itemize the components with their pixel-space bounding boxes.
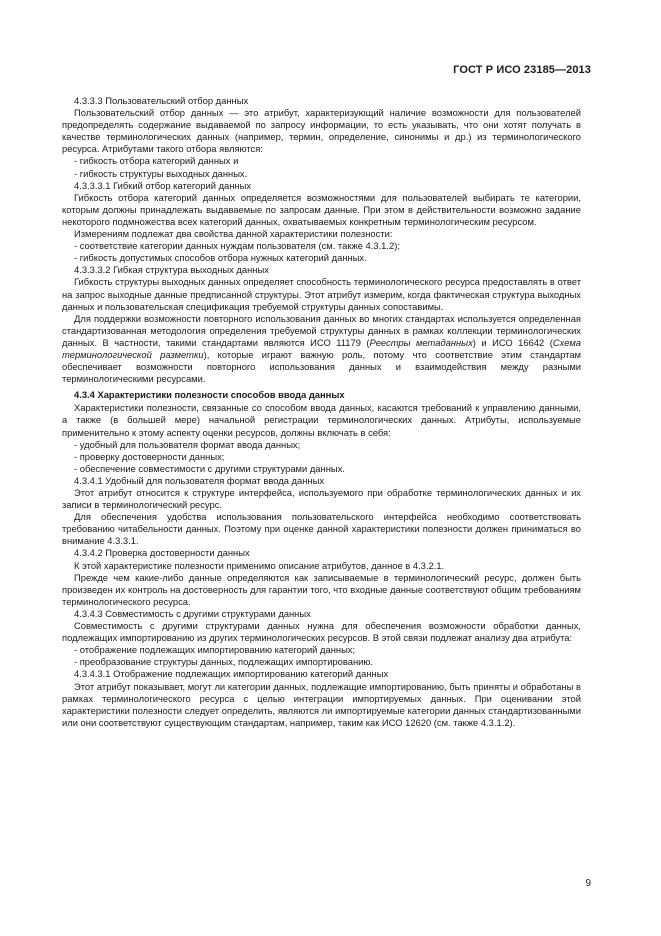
section-heading: 4.3.3.3.2 Гибкая структура выходных данных [74,264,269,276]
section-heading: 4.3.4.1 Удобный для пользователя формат ввода данных [74,474,325,486]
body-paragraph: Для обеспечения удобства использования пользовательского интерфейса необходимо соответствовать требованию читабельности данных. Поэтому при оценке данной характеристики полезности должен приниматься во внимание 4.3.3.1. [62,511,581,547]
body-paragraph: Пользовательский отбор данных — это атрибут, характеризующий наличие возможности для пользователей предопределять содержание выдаваемой по запросу информации, то есть указывать, что они хотят получать в качестве терминологических данных (например, термин, определение, синонимы и др.) из терминологического ресурса. Атрибутами такого отбора являются: [62,107,581,155]
text-run: Для поддержки возможности повторного использования данных во многих стандартах используется определенная стандартизованная методология определения требуемой структуры данных в рамках коллекции терминологических данных. В частности, такими стандартами являются ИСО 11179 ( [62,312,581,348]
document-header: ГОСТ Р ИСО 23185—2013 [453,64,591,76]
list-item: - отображение подлежащих импортированию категорий данных; [74,644,356,656]
list-item: - гибкость допустимых способов отбора нужных категорий данных. [74,252,367,264]
section-heading-bold: 4.3.4 Характеристики полезности способов ввода данных [74,389,345,401]
list-item: - гибкость структуры выходных данных. [74,167,248,179]
text-run: ), которые играют важную роль, потому что соответствие этим стандартам обеспечивает возможности повторного использования данных и взаимодействия между разными терминологическими ресурсами. [62,348,581,385]
body-paragraph: Гибкость отбора категорий данных определяется возможностями для пользователей выбирать те категории, которым должны принадлежать выдаваемые по запросам данные. При этом в действительности возможно задание некоторого подмножества всех категорий данных, охватываемых конкретным терминологическим ресурсом. [62,191,581,227]
body-paragraph: К этой характеристике полезности применимо описание атрибутов, данное в 4.3.2.1. [74,559,445,571]
list-item: - преобразование структуры данных, подлежащих импортированию. [74,656,374,668]
body-paragraph: Совместимость с другими структурами данных нужна для обеспечения возможности обработки данных, подлежащих импортированию из других терминологических ресурсов. В этой связи подлежат анализу два атрибута: [62,620,581,644]
page-number: 9 [585,878,591,889]
list-item: - гибкость отбора категорий данных и [74,155,239,167]
section-heading: 4.3.4.2 Проверка достоверности данных [74,547,250,559]
section-heading: 4.3.4.3.1 Отображение подлежащих импортированию категорий данных [74,668,389,680]
body-paragraph: Измерениям подлежат два свойства данной характеристики полезности: [74,228,393,240]
body-paragraph: Этот атрибут относится к структуре интерфейса, используемого при обработке терминологических данных и их записи в терминологический ресурс. [62,487,581,511]
section-heading: 4.3.3.3 Пользовательский отбор данных [74,95,249,106]
document-body [62,95,581,729]
body-paragraph: Прежде чем какие-либо данные определяются как записываемые в терминологический ресурс, должен быть произведен их контроль на достоверность для гарантии того, что входные данные соответствуют общим требованиям терминологического ресурса. [62,571,581,607]
list-item: - проверку достоверности данных; [74,450,225,462]
body-paragraph: Гибкость структуры выходных данных определяет способность терминологического ресурса предоставлять в ответ на запрос выходные данные предписанной структуры. Этот атрибут измерим, когда фактическая структура выходных данных и пользовательская спецификация требуемой структуры данных сопоставимы. [62,276,581,312]
list-item: - обеспечение совместимости с другими структурами данных. [74,462,345,474]
list-item: - удобный для пользователя формат ввода данных; [74,438,301,450]
body-paragraph: Характеристики полезности, связанные со способом ввода данных, касаются требований к управлению данными, а также (в большей мере) начальной регистрации терминологических данных. Атрибуты, используемые применительно к этому аспекту оценки ресурсов, должны включать в себя: [62,402,581,438]
section-heading: 4.3.4.3 Совместимость с другими структурами данных [74,607,311,619]
body-paragraph: Этот атрибут показывает, могут ли категории данных, подлежащие импортированию, быть приняты и обработаны в рамках терминологического ресурса с целью интеграции импортируемых данных. При оценивании этой характеристики полезности следует определить, являются ли импортируемые категории данных стандартизованными или они соответствуют существующим стандартам, например, таким как ИСО 12620 (см. также 4.3.1.2). [62,680,581,728]
section-heading: 4.3.3.3.1 Гибкий отбор категорий данных [74,179,252,191]
standard-title: Реестры метаданных [369,336,473,348]
body-paragraph [62,313,581,386]
standard-title: Схема терминологической разметки [62,336,581,360]
text-run: ) и ИСО 16642 ( [472,336,553,348]
list-item: - соответствие категории данных нуждам пользователя (см. также 4.3.1.2); [74,240,400,252]
